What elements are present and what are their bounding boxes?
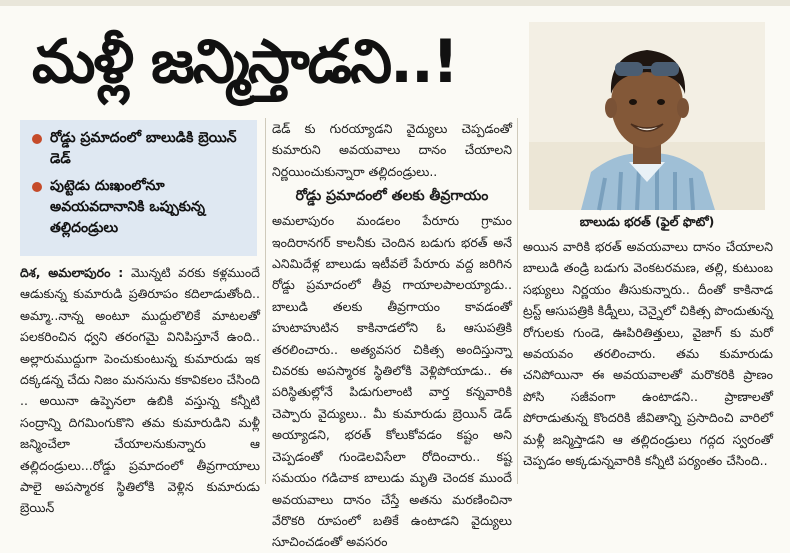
section-subhead: రోడ్డు ప్రమాదంలో తలకు తీవ్రగాయం — [295, 188, 489, 205]
article-text: డెడ్ కు గురయ్యాడని వైద్యులు చెప్పడంతో కుమారుని అవయవాలు దానం చేయాలని నిర్ణయించుకున్నారా తల్లిదండ్రులు.. — [272, 121, 512, 179]
boy-portrait-illustration — [529, 22, 765, 210]
article-text: మొన్నటి వరకు కళ్లముందే ఆడుకున్న కుమారుడి ప్రతిరూపం కదిలాడుతోంది.. అమ్మా..నాన్న అంటూ ముద్దులొలికే మాటలతో పలకరించిన ధ్వని తరంగమై వినిపిస్తూనే ఉంది.. అల్లారుముద్దుగా పెంచుకుంటున్న కుమారుడు ఇక దక్కడన్న చేదు నిజం మనసును కకావికలం చేసింది .. అయినా ఉప్పెనలా ఉబికి వస్తున్న కన్నీటి సంద్రాన్ని దిగమింగుకొని తమ కుమారుడిని మళ్లీ జన్మించేలా చేయాలనుకున్నారు ఆ తల్లిదండ్రులు...రోడ్డు ప్రమాదంలో తీవ్రగాయాలు పాలై అపస్మారక స్థితిలోకి వెళ్లిన కుమారుడు బ్రెయిన్ — [20, 265, 261, 516]
highlights-box — [20, 120, 257, 256]
article-column-3 — [523, 236, 773, 488]
column-divider — [265, 118, 266, 484]
highlight-text: పుట్టెడు దుఃఖంలోనూ అవయవదానానికి ఒప్పుకున్న తల్లిదండ్రులు — [50, 178, 205, 236]
article-text: అయిన వారికి భరత్ అవయవాలు దానం చేయాలని బాలుడి తండ్రి బడుగు వెంకటరమణ, తల్లి, కుటుంబ సభ్యులు నిర్ణయం తీసుకున్నారు.. దీంతో కాకినాడ ట్రస్ట్ ఆసుపత్రికి కిడ్నీలు, చెన్నైలో చికిత్స పొందుతున్న రోగులకు గుండె, ఊపిరితిత్తులు, వైజాగ్ కు మరో అవయవం తరలించారు. తమ కుమారుడు చనిపోయినా ఈ అవయవాలతో మరొకరికి ప్రాణం పోసి సజీవంగా ఉంటాడని.. ప్రాణాలతో పోరాడుతున్న కొందరికి జీవితాన్ని ప్రసాదించి వారిలో మళ్లీ జన్మిస్తాడని ఆ తల్లిదండ్రులు గద్గద స్వరంతో చెప్పడం అక్కడున్నవారికి కన్నీటి పర్యంతం చేసింది.. — [523, 239, 773, 469]
photo-caption: బాలుడు భరత్ (ఫైల్ ఫొటో) — [579, 214, 715, 229]
highlight-text: రోడ్డు ప్రమాదంలో బాలుడికి బ్రెయిన్ డెడ్ — [50, 130, 237, 167]
bullet-icon — [32, 134, 42, 144]
dateline: దిశ, అమలాపురం : — [20, 265, 132, 280]
highlight-item — [32, 128, 249, 170]
boy-photo — [529, 22, 765, 210]
article-column-1 — [20, 262, 261, 516]
page-top-strip — [0, 0, 790, 6]
article-text: అమలాపురం మండలం పేరూరు గ్రామం ఇందిరానగర్ కాలనీకు చెందిన బడుగు భరత్ అనే ఎనిమిదేళ్ల బాలుడు ఇటీవలే పేరూరు వద్ద జరిగిన రోడ్డు ప్రమాదంలో తీవ్ర గాయాలపాలయ్యాడు.. బాలుడి తలకు తీవ్రగాయం కావడంతో హుటాహుటిన కాకినాడలోని ఓ ఆసుపత్రికి తరలించారు.. అత్యవసర చికిత్స అందిస్తున్నా చివరకు అపస్మారక స్థితిలోకి వెళ్లిపోయాడు.. ఈ పరిస్థితుల్లోనే పిడుగులాంటి వార్త కన్నవారికి చెప్పారు వైద్యులు.. మీ కుమారుడు బ్రెయిన్ డెడ్ అయ్యాడని, భరత్ కోలుకోవడం కష్టం అని చెప్పడంతో గుండెలవిసేలా రోదించారు.. కష్ట సమయం గడిచాక బాలుడు మృతి చెందక ముందే అవయవాలు దానం చేస్తే అతను మరణించినా వేరొకరి రూపంలో బతికే ఉంటాడని వైద్యులు సూచించడంతో అవసరం — [272, 213, 512, 550]
highlight-item — [32, 176, 249, 239]
column-divider — [517, 118, 518, 484]
article-column-2 — [272, 118, 512, 550]
bullet-icon — [32, 182, 42, 192]
headline: మళ్లీ జన్మిస్తాడని..! — [32, 27, 458, 97]
